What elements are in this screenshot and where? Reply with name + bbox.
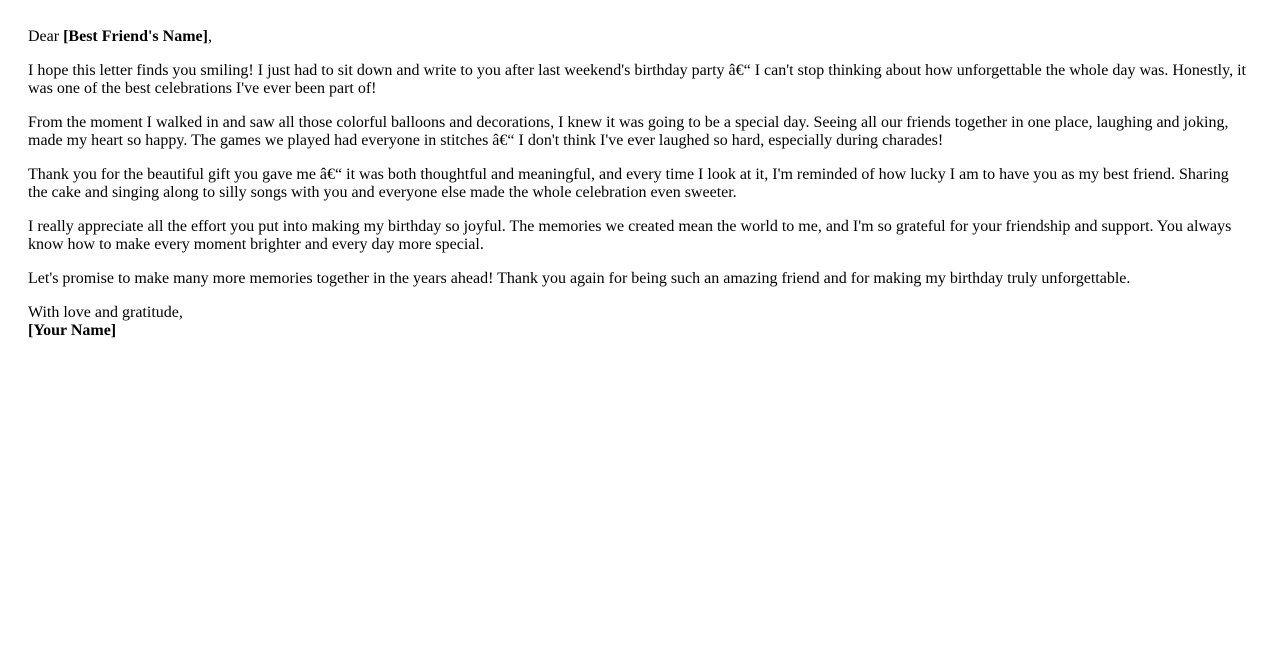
paragraph-party: From the moment I walked in and saw all those colorful balloons and decorations, I knew it was going to be a special day. Seeing all our friends together in one place, laughing and joking, made my heart so happy. The games we played had everyone in stitches â€“ I don't think I've ever laughed so hard, especially during charades! <box>28 114 1229 149</box>
signature-name: [Your Name] <box>28 322 117 339</box>
signature <box>28 322 1250 340</box>
greeting-prefix: Dear <box>28 28 64 45</box>
letter-body <box>28 28 1250 340</box>
paragraph-promise: Let's promise to make many more memories together in the years ahead! Thank you again for being such an amazing friend and for making my birthday truly unforgettable. <box>28 270 1131 287</box>
greeting-suffix: , <box>207 28 212 45</box>
recipient-name: [Best Friend's Name] <box>63 28 208 45</box>
closing-line: With love and gratitude, <box>28 304 183 321</box>
paragraph-appreciation: I really appreciate all the effort you put into making my birthday so joyful. The memories we created mean the world to me, and I'm so grateful for your friendship and support. You always know how to make every moment brighter and every day more special. <box>28 218 1232 253</box>
paragraph-intro: I hope this letter finds you smiling! I just had to sit down and write to you after last weekend's birthday party â€“ I can't stop thinking about how unforgettable the whole day was. Honestly, it was one of the best celebrations I've ever been part of! <box>28 62 1246 97</box>
greeting-line <box>28 28 1250 46</box>
paragraph-gift: Thank you for the beautiful gift you gave me â€“ it was both thoughtful and meaningful, and every time I look at it, I'm reminded of how lucky I am to have you as my best friend. Sharing the cake and singing along to silly songs with you and everyone else made the whole celebration even sweeter. <box>28 166 1229 201</box>
